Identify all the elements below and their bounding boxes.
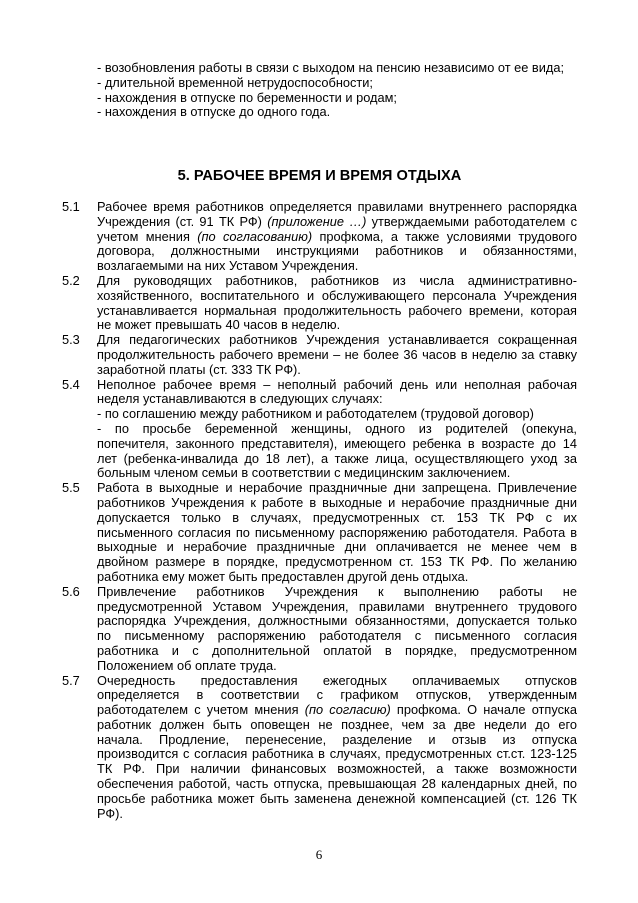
leave-cases-list bbox=[97, 61, 577, 120]
clause-5-3 bbox=[62, 333, 577, 377]
clause-text-line: неделя устанавливаются в следующих случаях: bbox=[97, 391, 383, 407]
clause-text-line: больным членом семьи в соответствии с медицинским заключением. bbox=[97, 465, 511, 481]
italic-note: (по согласованию) bbox=[197, 228, 313, 244]
clause-text-line: двойном размере в порядке, предусмотренном ст. 153 ТК РФ. По желанию bbox=[97, 554, 577, 570]
clause-text-line: Привлечение работников Учреждения к выполнению работы не bbox=[97, 583, 577, 599]
text-run: работодателем с учетом мнения bbox=[97, 702, 305, 718]
clause-5-6 bbox=[62, 585, 577, 674]
clause-text-line: Для педагогических работников Учреждения устанавливается сокращенная bbox=[97, 332, 577, 348]
clause-text-line: хозяйственного, воспитательного и обслуживающего персонала Учреждения bbox=[97, 287, 577, 303]
clause-number: 5.5 bbox=[62, 480, 80, 496]
clause-text-line: попечителя, законного представителя), имеющего ребенка в возрасте до 14 bbox=[97, 435, 577, 451]
clause-text-line: выходные и нерабочие праздничные дни оплачивается не менее чем в bbox=[97, 539, 577, 555]
clause-text-line: производится с согласия работника в случаях, предусмотренных ст.ст. 123-125 bbox=[97, 746, 577, 762]
clause-text-line: лет (ребенка-инвалида до 18 лет), а также лица, осуществляющего уход за bbox=[97, 450, 577, 466]
clause-5-1 bbox=[62, 200, 577, 274]
clause-text-line: начала. Продление, перенесение, разделение и отзыв из отпуска bbox=[97, 731, 577, 747]
clause-text-line: допускается только в случаях, предусмотренных ст. 153 ТК РФ с их bbox=[97, 509, 577, 525]
clause-text-line: по письменному распоряжению работодателя с письменного согласия bbox=[97, 628, 577, 644]
clause-text-line: ТК РФ. При наличии финансовых возможностей, а также возможности bbox=[97, 761, 577, 777]
text-run: утверждаемыми работодателем с bbox=[366, 213, 577, 229]
clause-text-line: обеспечения работой, часть отпуска, превышающая 28 календарных дней, по bbox=[97, 776, 577, 792]
clause-text-line: продолжительность рабочего времени – не более 36 часов в неделю за ставку bbox=[97, 346, 577, 362]
clause-text bbox=[97, 585, 577, 674]
clause-text-line: письменного согласия по письменному распоряжению работодателя. Работа в bbox=[97, 524, 577, 540]
clause-text-line: Для руководящих работников, работников из числа административно- bbox=[97, 272, 577, 288]
clause-text-line: договора, должностными инструкциями работников и обязанностями, bbox=[97, 243, 577, 259]
clause-text-line: Очередность предоставления ежегодных оплачиваемых отпусков bbox=[97, 672, 577, 688]
clause-5-7 bbox=[62, 674, 577, 822]
italic-note: (по согласию) bbox=[304, 702, 391, 718]
clause-text bbox=[97, 200, 577, 274]
text-run: профкома, а также условиями трудового bbox=[312, 228, 577, 244]
clause-text-line bbox=[97, 215, 577, 230]
clause-text-line: работника и с дополнительной оплатой в порядке, предусмотренном bbox=[97, 642, 577, 658]
text-run: профкома. О начале отпуска bbox=[390, 702, 577, 718]
list-item: - длительной временной нетрудоспособности; bbox=[97, 74, 373, 90]
list-item: - возобновления работы в связи с выходом на пенсию независимо от ее вида; bbox=[97, 60, 565, 75]
clause-text-line bbox=[97, 230, 577, 245]
clause-text-line: работник должен быть оповещен не позднее, чем за две недели до его bbox=[97, 716, 577, 732]
clause-text-line: возлагаемыми на них Уставом Учреждения. bbox=[97, 258, 359, 274]
clause-number: 5.4 bbox=[62, 376, 80, 392]
clause-text bbox=[97, 674, 577, 822]
clause-5-2 bbox=[62, 274, 577, 333]
clause-5-5 bbox=[62, 481, 577, 585]
clause-text-line: просьбе работника может быть заменена денежной компенсацией (ст. 126 ТК bbox=[97, 790, 577, 806]
clause-text-line bbox=[97, 703, 577, 718]
clause-5-4 bbox=[62, 378, 577, 482]
italic-note: (приложение …) bbox=[267, 213, 367, 229]
clause-text-line: Неполное рабочее время – неполный рабочий день или неполная рабочая bbox=[97, 376, 577, 392]
clause-number: 5.6 bbox=[62, 583, 80, 599]
list-item: - нахождения в отпуске до одного года. bbox=[97, 104, 331, 120]
clause-number: 5.1 bbox=[62, 199, 80, 214]
clause-text-line: распорядка Учреждения, должностными обязанностями, допускается только bbox=[97, 613, 577, 629]
clause-text-line: не может превышать 40 часов в неделю. bbox=[97, 317, 341, 333]
clause-text bbox=[97, 378, 577, 482]
clause-text-line: Положением об оплате труда. bbox=[97, 657, 277, 673]
clause-text-line: - по соглашению между работником и работодателем (трудовой договор) bbox=[97, 406, 534, 422]
list-item: - нахождения в отпуске по беременности и родам; bbox=[97, 89, 397, 105]
clause-text bbox=[97, 274, 577, 333]
text-run: Учреждения (ст. 91 ТК РФ) bbox=[97, 213, 268, 229]
clause-text-line: Работа в выходные и нерабочие праздничные дни запрещена. Привлечение bbox=[97, 480, 577, 496]
clause-text-line: определяется в соответствии с графиком отпусков, утвержденным bbox=[97, 687, 577, 703]
clause-list bbox=[62, 200, 577, 821]
clause-text-line: - по просьбе беременной женщины, одного из родителей (опекуна, bbox=[97, 420, 577, 436]
clause-text-line: работника ему может быть предоставлен другой день отдыха. bbox=[97, 568, 469, 584]
page-number: 6 bbox=[315, 847, 323, 862]
section-heading: 5. РАБОЧЕЕ ВРЕМЯ И ВРЕМЯ ОТДЫХА bbox=[177, 168, 462, 184]
clause-text-line: РФ). bbox=[97, 805, 123, 821]
clause-text-line: устанавливается нормальная продолжительность рабочего времени, которая bbox=[97, 302, 577, 318]
clause-text-line: работников Учреждения к работе в выходные и нерабочие праздничные дни bbox=[97, 494, 577, 510]
clause-text-line: предусмотренной Уставом Учреждения, правилами внутреннего трудового bbox=[97, 598, 577, 614]
clause-text-line: Рабочее время работников определяется правилами внутреннего распорядка bbox=[97, 199, 577, 214]
clause-number: 5.7 bbox=[62, 672, 80, 688]
clause-number: 5.2 bbox=[62, 272, 80, 288]
text-run: учетом мнения bbox=[97, 228, 198, 244]
clause-text bbox=[97, 481, 577, 585]
clause-number: 5.3 bbox=[62, 332, 80, 348]
clause-text bbox=[97, 333, 577, 377]
clause-text-line: заработной платы (ст. 333 ТК РФ). bbox=[97, 361, 301, 377]
